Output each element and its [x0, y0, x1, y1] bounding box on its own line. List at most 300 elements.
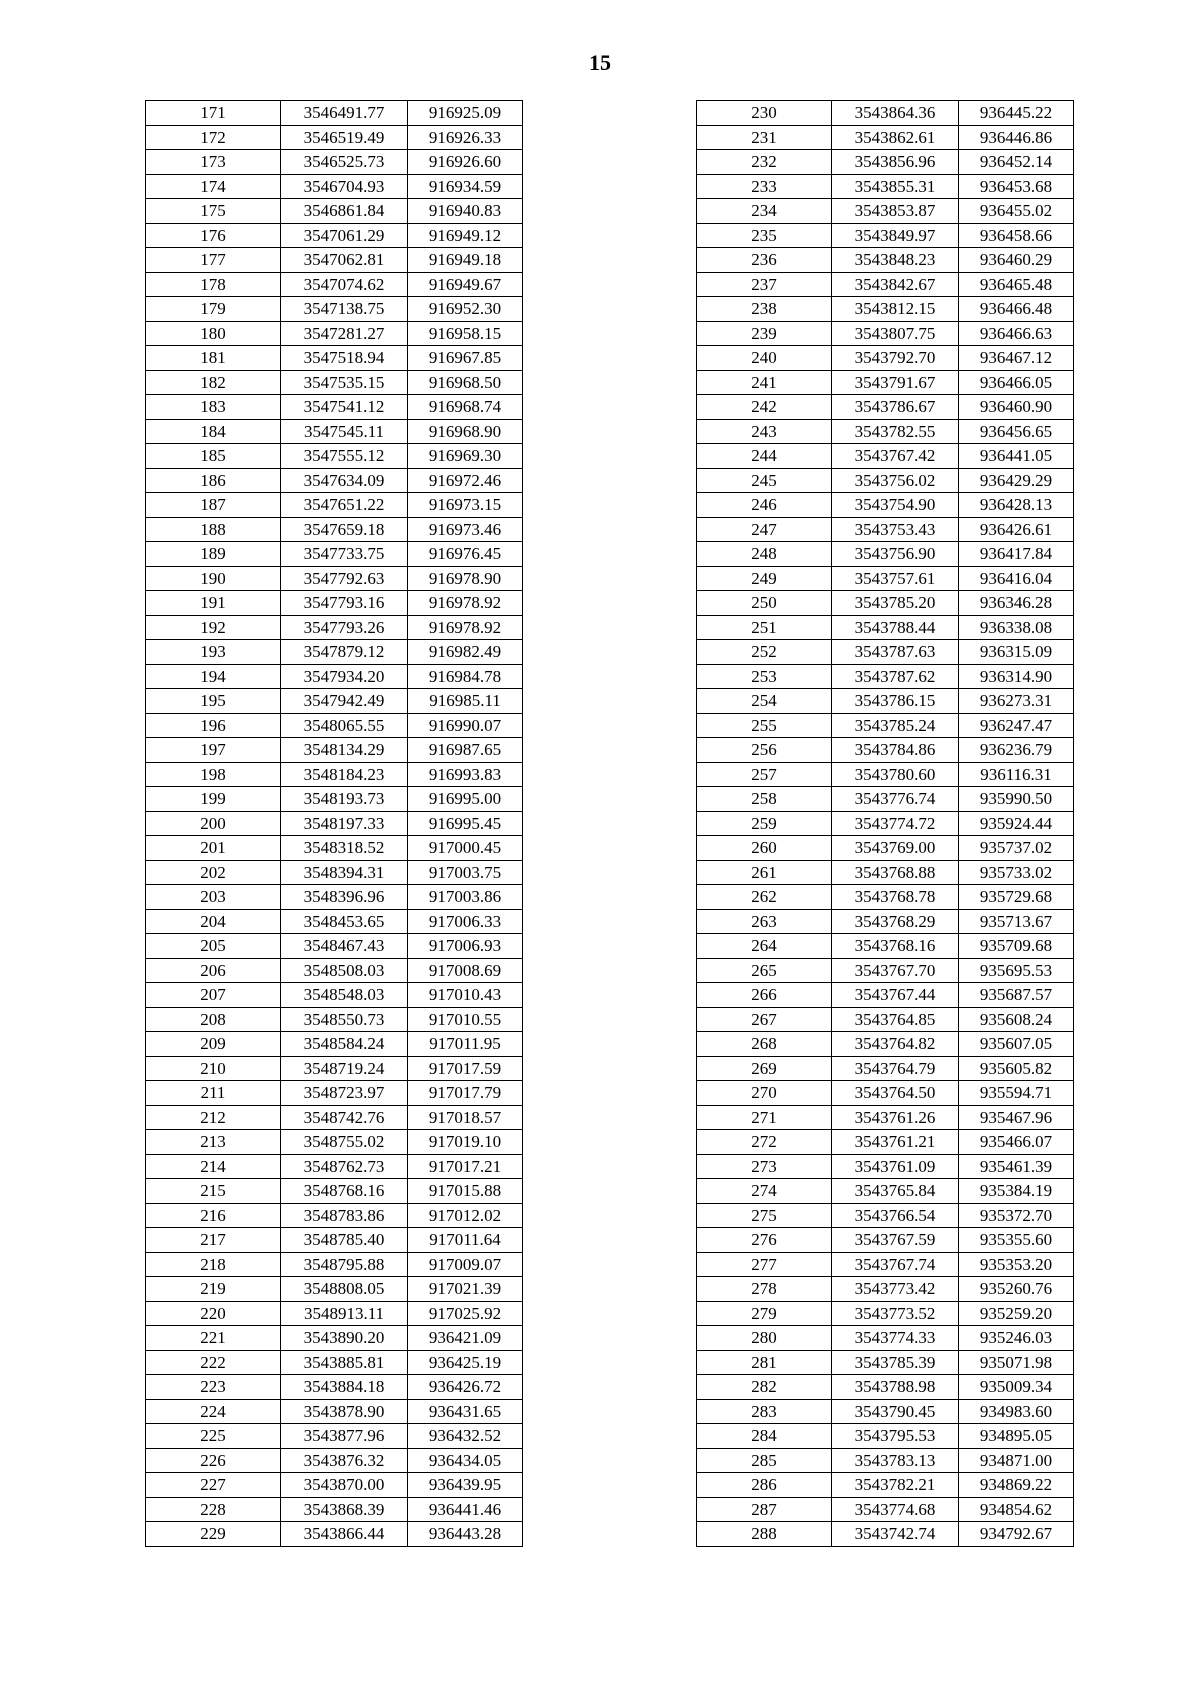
x-coordinate-cell: 3543774.68 [832, 1497, 959, 1522]
x-coordinate-cell: 3548065.55 [281, 713, 408, 738]
table-row [697, 321, 1074, 346]
x-coordinate-cell: 3547281.27 [281, 321, 408, 346]
point-number-cell: 188 [146, 517, 281, 542]
point-number-cell: 288 [697, 1522, 832, 1547]
point-number-cell: 236 [697, 248, 832, 273]
y-coordinate-cell: 916940.83 [408, 199, 523, 224]
y-coordinate-cell: 936421.09 [408, 1326, 523, 1351]
point-number-cell: 175 [146, 199, 281, 224]
x-coordinate-cell: 3548755.02 [281, 1130, 408, 1155]
point-number-cell: 278 [697, 1277, 832, 1302]
table-row [697, 640, 1074, 665]
y-coordinate-cell: 936460.90 [959, 395, 1074, 420]
point-number-cell: 231 [697, 125, 832, 150]
table-row [697, 125, 1074, 150]
point-number-cell: 227 [146, 1473, 281, 1498]
x-coordinate-cell: 3543864.36 [832, 101, 959, 126]
point-number-cell: 229 [146, 1522, 281, 1547]
point-number-cell: 211 [146, 1081, 281, 1106]
point-number-cell: 194 [146, 664, 281, 689]
y-coordinate-cell: 935924.44 [959, 811, 1074, 836]
y-coordinate-cell: 916995.00 [408, 787, 523, 812]
y-coordinate-cell: 935355.60 [959, 1228, 1074, 1253]
point-number-cell: 190 [146, 566, 281, 591]
x-coordinate-cell: 3548584.24 [281, 1032, 408, 1057]
x-coordinate-cell: 3543786.67 [832, 395, 959, 420]
y-coordinate-cell: 917017.21 [408, 1154, 523, 1179]
y-coordinate-cell: 916978.92 [408, 591, 523, 616]
y-coordinate-cell: 936465.48 [959, 272, 1074, 297]
point-number-cell: 219 [146, 1277, 281, 1302]
x-coordinate-cell: 3543774.72 [832, 811, 959, 836]
table-row [146, 909, 523, 934]
point-number-cell: 221 [146, 1326, 281, 1351]
table-row [146, 101, 523, 126]
point-number-cell: 242 [697, 395, 832, 420]
y-coordinate-cell: 917017.79 [408, 1081, 523, 1106]
point-number-cell: 174 [146, 174, 281, 199]
point-number-cell: 199 [146, 787, 281, 812]
point-number-cell: 222 [146, 1350, 281, 1375]
x-coordinate-cell: 3546525.73 [281, 150, 408, 175]
y-coordinate-cell: 916968.74 [408, 395, 523, 420]
x-coordinate-cell: 3548394.31 [281, 860, 408, 885]
x-coordinate-cell: 3543756.02 [832, 468, 959, 493]
point-number-cell: 180 [146, 321, 281, 346]
table-row [146, 150, 523, 175]
table-row [146, 860, 523, 885]
x-coordinate-cell: 3543790.45 [832, 1399, 959, 1424]
point-number-cell: 277 [697, 1252, 832, 1277]
table-row [146, 983, 523, 1008]
y-coordinate-cell: 934869.22 [959, 1473, 1074, 1498]
table-row [697, 1203, 1074, 1228]
point-number-cell: 241 [697, 370, 832, 395]
x-coordinate-cell: 3547535.15 [281, 370, 408, 395]
x-coordinate-cell: 3543761.26 [832, 1105, 959, 1130]
point-number-cell: 198 [146, 762, 281, 787]
x-coordinate-cell: 3547555.12 [281, 444, 408, 469]
y-coordinate-cell: 917010.55 [408, 1007, 523, 1032]
x-coordinate-cell: 3543866.44 [281, 1522, 408, 1547]
y-coordinate-cell: 935466.07 [959, 1130, 1074, 1155]
x-coordinate-cell: 3546704.93 [281, 174, 408, 199]
point-number-cell: 246 [697, 493, 832, 518]
x-coordinate-cell: 3543768.29 [832, 909, 959, 934]
y-coordinate-cell: 936466.48 [959, 297, 1074, 322]
y-coordinate-cell: 916967.85 [408, 346, 523, 371]
y-coordinate-cell: 936416.04 [959, 566, 1074, 591]
table-row [697, 689, 1074, 714]
point-number-cell: 265 [697, 958, 832, 983]
table-row [697, 591, 1074, 616]
point-number-cell: 197 [146, 738, 281, 763]
table-row [697, 1056, 1074, 1081]
table-row [697, 1179, 1074, 1204]
table-row [146, 689, 523, 714]
table-row [697, 738, 1074, 763]
x-coordinate-cell: 3548134.29 [281, 738, 408, 763]
y-coordinate-cell: 917011.95 [408, 1032, 523, 1057]
x-coordinate-cell: 3547793.16 [281, 591, 408, 616]
table-row [146, 1130, 523, 1155]
y-coordinate-cell: 916973.15 [408, 493, 523, 518]
point-number-cell: 203 [146, 885, 281, 910]
x-coordinate-cell: 3543876.32 [281, 1448, 408, 1473]
x-coordinate-cell: 3543786.15 [832, 689, 959, 714]
point-number-cell: 207 [146, 983, 281, 1008]
y-coordinate-cell: 916968.90 [408, 419, 523, 444]
x-coordinate-cell: 3543773.42 [832, 1277, 959, 1302]
table-row [146, 1154, 523, 1179]
y-coordinate-cell: 934854.62 [959, 1497, 1074, 1522]
y-coordinate-cell: 935608.24 [959, 1007, 1074, 1032]
x-coordinate-cell: 3543783.13 [832, 1448, 959, 1473]
x-coordinate-cell: 3543862.61 [832, 125, 959, 150]
y-coordinate-cell: 916934.59 [408, 174, 523, 199]
x-coordinate-cell: 3543764.85 [832, 1007, 959, 1032]
table-row [697, 395, 1074, 420]
table-row [146, 468, 523, 493]
y-coordinate-cell: 935605.82 [959, 1056, 1074, 1081]
point-number-cell: 226 [146, 1448, 281, 1473]
y-coordinate-cell: 935594.71 [959, 1081, 1074, 1106]
x-coordinate-cell: 3547518.94 [281, 346, 408, 371]
point-number-cell: 218 [146, 1252, 281, 1277]
x-coordinate-cell: 3543761.21 [832, 1130, 959, 1155]
point-number-cell: 269 [697, 1056, 832, 1081]
x-coordinate-cell: 3547659.18 [281, 517, 408, 542]
point-number-cell: 245 [697, 468, 832, 493]
table-row [697, 1448, 1074, 1473]
y-coordinate-cell: 917012.02 [408, 1203, 523, 1228]
table-row [697, 1277, 1074, 1302]
table-row [697, 566, 1074, 591]
point-number-cell: 268 [697, 1032, 832, 1057]
x-coordinate-cell: 3543776.74 [832, 787, 959, 812]
x-coordinate-cell: 3543849.97 [832, 223, 959, 248]
y-coordinate-cell: 916978.92 [408, 615, 523, 640]
x-coordinate-cell: 3543785.39 [832, 1350, 959, 1375]
x-coordinate-cell: 3543753.43 [832, 517, 959, 542]
table-row [146, 836, 523, 861]
x-coordinate-cell: 3548723.97 [281, 1081, 408, 1106]
y-coordinate-cell: 916985.11 [408, 689, 523, 714]
point-number-cell: 256 [697, 738, 832, 763]
y-coordinate-cell: 935733.02 [959, 860, 1074, 885]
y-coordinate-cell: 917006.93 [408, 934, 523, 959]
y-coordinate-cell: 935687.57 [959, 983, 1074, 1008]
x-coordinate-cell: 3543754.90 [832, 493, 959, 518]
point-number-cell: 234 [697, 199, 832, 224]
y-coordinate-cell: 936426.72 [408, 1375, 523, 1400]
x-coordinate-cell: 3543788.44 [832, 615, 959, 640]
point-number-cell: 177 [146, 248, 281, 273]
x-coordinate-cell: 3543842.67 [832, 272, 959, 297]
table-row [146, 370, 523, 395]
y-coordinate-cell: 936460.29 [959, 248, 1074, 273]
table-row [146, 1007, 523, 1032]
point-number-cell: 189 [146, 542, 281, 567]
point-number-cell: 172 [146, 125, 281, 150]
x-coordinate-cell: 3543756.90 [832, 542, 959, 567]
table-row [146, 395, 523, 420]
point-number-cell: 257 [697, 762, 832, 787]
point-number-cell: 275 [697, 1203, 832, 1228]
table-row [146, 1497, 523, 1522]
x-coordinate-cell: 3548913.11 [281, 1301, 408, 1326]
point-number-cell: 216 [146, 1203, 281, 1228]
x-coordinate-cell: 3548742.76 [281, 1105, 408, 1130]
y-coordinate-cell: 916978.90 [408, 566, 523, 591]
x-coordinate-cell: 3547545.11 [281, 419, 408, 444]
y-coordinate-cell: 935695.53 [959, 958, 1074, 983]
y-coordinate-cell: 936434.05 [408, 1448, 523, 1473]
point-number-cell: 210 [146, 1056, 281, 1081]
x-coordinate-cell: 3543742.74 [832, 1522, 959, 1547]
y-coordinate-cell: 917011.64 [408, 1228, 523, 1253]
table-row [697, 983, 1074, 1008]
x-coordinate-cell: 3543812.15 [832, 297, 959, 322]
x-coordinate-cell: 3543791.67 [832, 370, 959, 395]
x-coordinate-cell: 3543784.86 [832, 738, 959, 763]
table-row [146, 1448, 523, 1473]
x-coordinate-cell: 3548719.24 [281, 1056, 408, 1081]
y-coordinate-cell: 935461.39 [959, 1154, 1074, 1179]
table-row [146, 174, 523, 199]
y-coordinate-cell: 917009.07 [408, 1252, 523, 1277]
table-row [146, 591, 523, 616]
table-row [146, 493, 523, 518]
point-number-cell: 179 [146, 297, 281, 322]
x-coordinate-cell: 3543785.24 [832, 713, 959, 738]
point-number-cell: 204 [146, 909, 281, 934]
page-number: 15 [589, 50, 611, 75]
table-row [697, 199, 1074, 224]
x-coordinate-cell: 3543765.84 [832, 1179, 959, 1204]
y-coordinate-cell: 917008.69 [408, 958, 523, 983]
x-coordinate-cell: 3547942.49 [281, 689, 408, 714]
x-coordinate-cell: 3548785.40 [281, 1228, 408, 1253]
table-row [697, 958, 1074, 983]
x-coordinate-cell: 3543766.54 [832, 1203, 959, 1228]
table-row [697, 934, 1074, 959]
point-number-cell: 263 [697, 909, 832, 934]
table-row [697, 370, 1074, 395]
point-number-cell: 238 [697, 297, 832, 322]
point-number-cell: 215 [146, 1179, 281, 1204]
table-row [697, 1007, 1074, 1032]
point-number-cell: 286 [697, 1473, 832, 1498]
x-coordinate-cell: 3547138.75 [281, 297, 408, 322]
y-coordinate-cell: 935467.96 [959, 1105, 1074, 1130]
point-number-cell: 271 [697, 1105, 832, 1130]
table-row [146, 272, 523, 297]
point-number-cell: 184 [146, 419, 281, 444]
point-number-cell: 233 [697, 174, 832, 199]
table-row [697, 346, 1074, 371]
point-number-cell: 181 [146, 346, 281, 371]
table-row [697, 297, 1074, 322]
x-coordinate-cell: 3543780.60 [832, 762, 959, 787]
table-row [697, 248, 1074, 273]
y-coordinate-cell: 916990.07 [408, 713, 523, 738]
x-coordinate-cell: 3543855.31 [832, 174, 959, 199]
point-number-cell: 281 [697, 1350, 832, 1375]
x-coordinate-cell: 3548396.96 [281, 885, 408, 910]
table-row [697, 223, 1074, 248]
y-coordinate-cell: 936467.12 [959, 346, 1074, 371]
point-number-cell: 259 [697, 811, 832, 836]
table-row [697, 150, 1074, 175]
x-coordinate-cell: 3543848.23 [832, 248, 959, 273]
y-coordinate-cell: 935729.68 [959, 885, 1074, 910]
y-coordinate-cell: 917000.45 [408, 836, 523, 861]
point-number-cell: 232 [697, 150, 832, 175]
point-number-cell: 248 [697, 542, 832, 567]
x-coordinate-cell: 3548193.73 [281, 787, 408, 812]
y-coordinate-cell: 936236.79 [959, 738, 1074, 763]
table-row [697, 860, 1074, 885]
table-row [146, 811, 523, 836]
point-number-cell: 255 [697, 713, 832, 738]
y-coordinate-cell: 936116.31 [959, 762, 1074, 787]
x-coordinate-cell: 3543877.96 [281, 1424, 408, 1449]
table-row [146, 1081, 523, 1106]
table-row [697, 909, 1074, 934]
table-row [697, 1522, 1074, 1547]
point-number-cell: 237 [697, 272, 832, 297]
x-coordinate-cell: 3543768.16 [832, 934, 959, 959]
table-row [697, 762, 1074, 787]
table-row [697, 272, 1074, 297]
x-coordinate-cell: 3543853.87 [832, 199, 959, 224]
point-number-cell: 201 [146, 836, 281, 861]
point-number-cell: 249 [697, 566, 832, 591]
x-coordinate-cell: 3543885.81 [281, 1350, 408, 1375]
y-coordinate-cell: 917017.59 [408, 1056, 523, 1081]
table-row [146, 248, 523, 273]
y-coordinate-cell: 935353.20 [959, 1252, 1074, 1277]
x-coordinate-cell: 3548550.73 [281, 1007, 408, 1032]
y-coordinate-cell: 916987.65 [408, 738, 523, 763]
y-coordinate-cell: 916984.78 [408, 664, 523, 689]
y-coordinate-cell: 934983.60 [959, 1399, 1074, 1424]
table-row [697, 542, 1074, 567]
point-number-cell: 283 [697, 1399, 832, 1424]
point-number-cell: 254 [697, 689, 832, 714]
table-row [146, 1252, 523, 1277]
x-coordinate-cell: 3547634.09 [281, 468, 408, 493]
x-coordinate-cell: 3547061.29 [281, 223, 408, 248]
x-coordinate-cell: 3543761.09 [832, 1154, 959, 1179]
table-row [146, 1522, 523, 1547]
table-row [146, 762, 523, 787]
y-coordinate-cell: 936428.13 [959, 493, 1074, 518]
x-coordinate-cell: 3547062.81 [281, 248, 408, 273]
point-number-cell: 183 [146, 395, 281, 420]
table-row [697, 1252, 1074, 1277]
point-number-cell: 262 [697, 885, 832, 910]
y-coordinate-cell: 934895.05 [959, 1424, 1074, 1449]
y-coordinate-cell: 934871.00 [959, 1448, 1074, 1473]
point-number-cell: 280 [697, 1326, 832, 1351]
table-row [697, 1032, 1074, 1057]
x-coordinate-cell: 3543767.74 [832, 1252, 959, 1277]
x-coordinate-cell: 3543787.63 [832, 640, 959, 665]
point-number-cell: 253 [697, 664, 832, 689]
y-coordinate-cell: 916995.45 [408, 811, 523, 836]
point-number-cell: 247 [697, 517, 832, 542]
point-number-cell: 220 [146, 1301, 281, 1326]
table-row [697, 836, 1074, 861]
point-number-cell: 258 [697, 787, 832, 812]
point-number-cell: 171 [146, 101, 281, 126]
table-row [146, 223, 523, 248]
point-number-cell: 273 [697, 1154, 832, 1179]
y-coordinate-cell: 916925.09 [408, 101, 523, 126]
y-coordinate-cell: 936446.86 [959, 125, 1074, 150]
point-number-cell: 206 [146, 958, 281, 983]
x-coordinate-cell: 3548318.52 [281, 836, 408, 861]
y-coordinate-cell: 935246.03 [959, 1326, 1074, 1351]
x-coordinate-cell: 3548508.03 [281, 958, 408, 983]
y-coordinate-cell: 917006.33 [408, 909, 523, 934]
y-coordinate-cell: 916973.46 [408, 517, 523, 542]
y-coordinate-cell: 916968.50 [408, 370, 523, 395]
y-coordinate-cell: 917003.75 [408, 860, 523, 885]
point-number-cell: 287 [697, 1497, 832, 1522]
table-row [146, 199, 523, 224]
y-coordinate-cell: 935384.19 [959, 1179, 1074, 1204]
x-coordinate-cell: 3548197.33 [281, 811, 408, 836]
table-row [146, 1301, 523, 1326]
point-number-cell: 240 [697, 346, 832, 371]
point-number-cell: 274 [697, 1179, 832, 1204]
x-coordinate-cell: 3548783.86 [281, 1203, 408, 1228]
y-coordinate-cell: 936441.05 [959, 444, 1074, 469]
table-row [697, 713, 1074, 738]
point-number-cell: 284 [697, 1424, 832, 1449]
y-coordinate-cell: 935607.05 [959, 1032, 1074, 1057]
y-coordinate-cell: 916926.60 [408, 150, 523, 175]
x-coordinate-cell: 3543767.70 [832, 958, 959, 983]
table-row [146, 1032, 523, 1057]
table-row [146, 934, 523, 959]
y-coordinate-cell: 936426.61 [959, 517, 1074, 542]
y-coordinate-cell: 935009.34 [959, 1375, 1074, 1400]
table-row [697, 1130, 1074, 1155]
y-coordinate-cell: 936431.65 [408, 1399, 523, 1424]
y-coordinate-cell: 935071.98 [959, 1350, 1074, 1375]
table-row [697, 615, 1074, 640]
y-coordinate-cell: 916949.67 [408, 272, 523, 297]
y-coordinate-cell: 936425.19 [408, 1350, 523, 1375]
point-number-cell: 282 [697, 1375, 832, 1400]
table-row [697, 1350, 1074, 1375]
x-coordinate-cell: 3543767.44 [832, 983, 959, 1008]
point-number-cell: 196 [146, 713, 281, 738]
point-number-cell: 260 [697, 836, 832, 861]
point-number-cell: 193 [146, 640, 281, 665]
x-coordinate-cell: 3543768.88 [832, 860, 959, 885]
point-number-cell: 270 [697, 1081, 832, 1106]
x-coordinate-cell: 3547934.20 [281, 664, 408, 689]
x-coordinate-cell: 3543787.62 [832, 664, 959, 689]
point-number-cell: 182 [146, 370, 281, 395]
y-coordinate-cell: 936273.31 [959, 689, 1074, 714]
table-row [697, 493, 1074, 518]
